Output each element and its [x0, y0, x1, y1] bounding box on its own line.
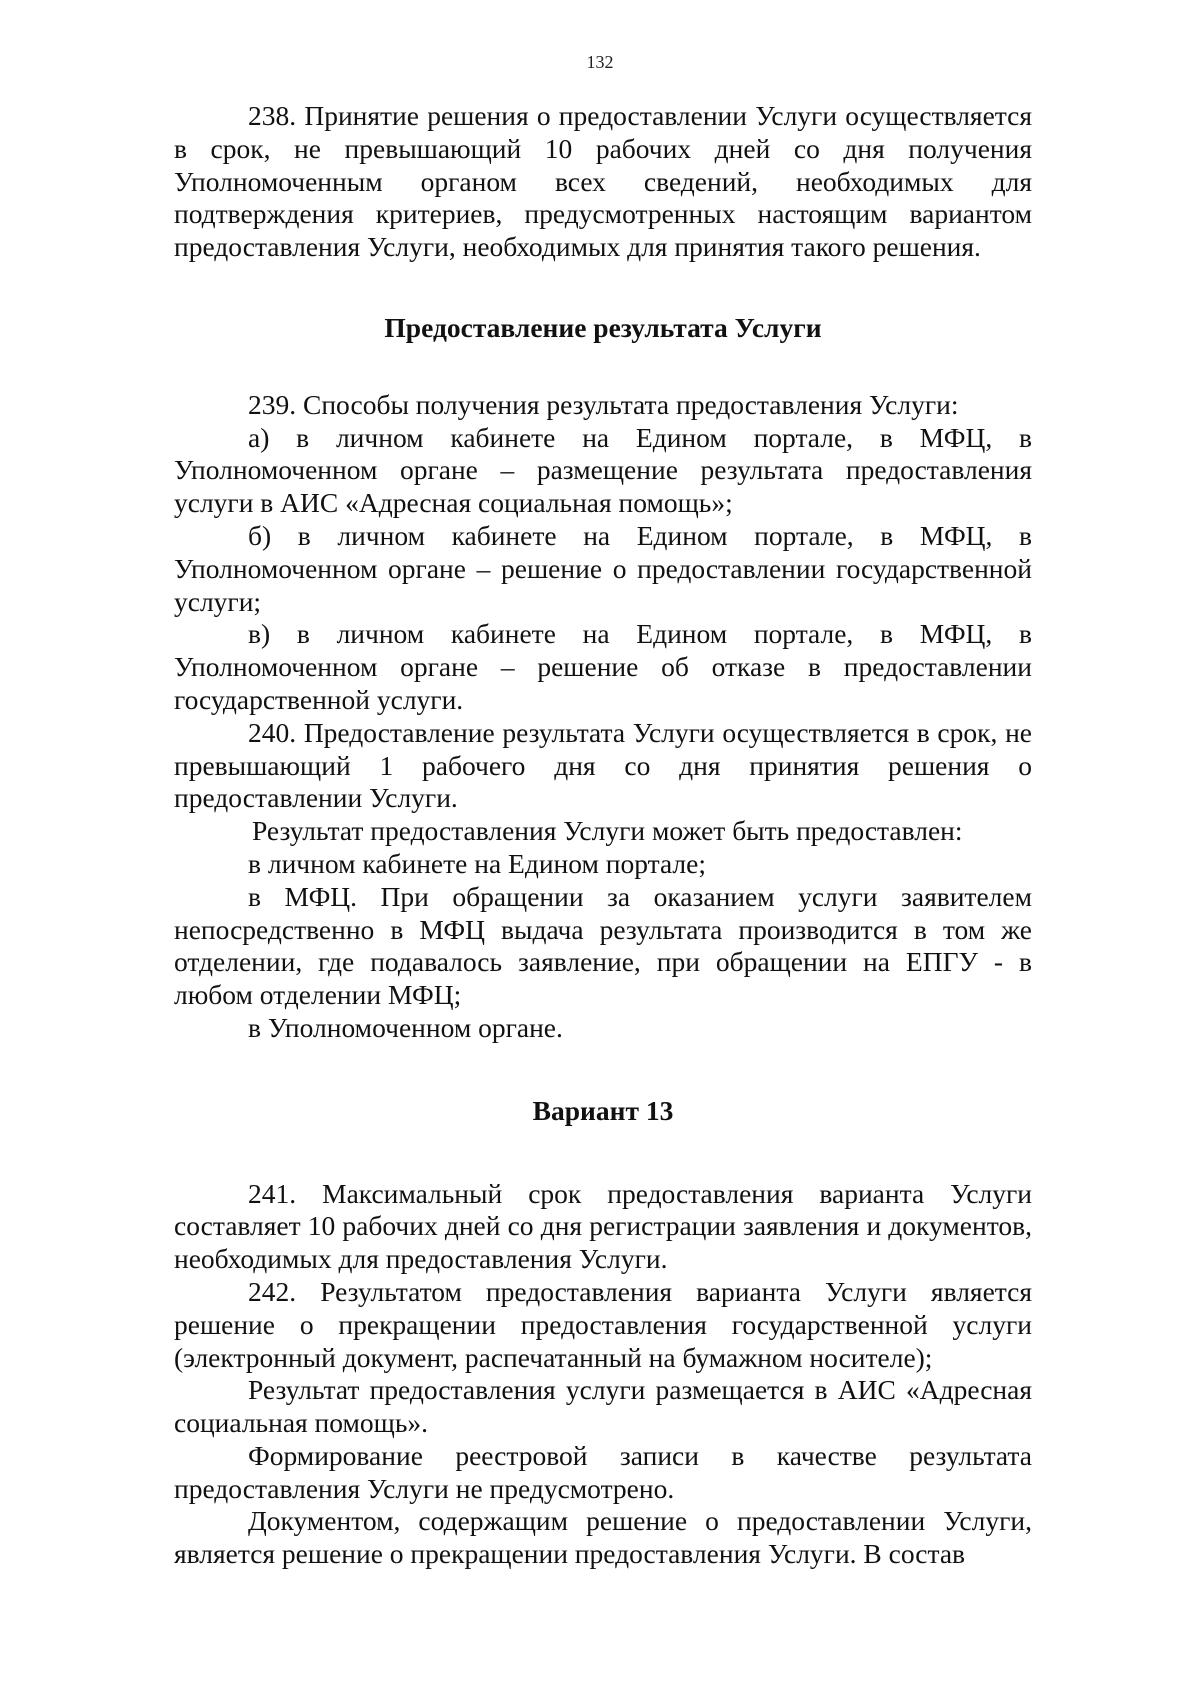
paragraph-240-mfc: в МФЦ. При обращении за оказанием услуги заявителем непосредственно в МФЦ выдача результата производится в том же отделении, где подавалось заявление, при обращении на ЕПГУ - в любом отделении МФЦ; — [174, 880, 1032, 1011]
paragraph-240-authorized-body: в Уполномоченном органе. — [248, 1011, 563, 1043]
paragraph-242-ais: Результат предоставления услуги размещается в АИС «Адресная социальная помощь». — [174, 1374, 1032, 1439]
document-body — [174, 100, 1032, 1571]
paragraph-241: 241. Максимальный срок предоставления варианта Услуги составляет 10 рабочих дней со дня регистрации заявления и документов, необходимых для предоставления Услуги. — [174, 1177, 1032, 1275]
heading-variant-13: Вариант 13 — [532, 1094, 674, 1126]
paragraph-240: 240. Предоставление результата Услуги осуществляется в срок, не превышающий 1 рабочего дня со дня принятия решения о предоставлении Услуги. — [174, 716, 1032, 814]
paragraph-240-personal-account: в личном кабинете на Едином портале; — [248, 847, 706, 879]
paragraph-242-document: Документом, содержащим решение о предоставлении Услуги, является решение о прекращении предоставления Услуги. В состав — [174, 1505, 1032, 1570]
paragraph-239: 239. Способы получения результата предоставления Услуги: — [248, 388, 959, 420]
paragraph-242-registry: Формирование реестровой записи в качестве результата предоставления Услуги не предусмотрено. — [174, 1439, 1032, 1504]
paragraph-240-result: Результат предоставления Услуги может быть предоставлен: — [252, 815, 963, 847]
paragraph-239-b: б) в личном кабинете на Едином портале, в МФЦ, в Уполномоченном органе – решение о предоставлении государственной услуги; — [174, 519, 1032, 617]
paragraph-242: 242. Результатом предоставления варианта Услуги является решение о прекращении предоставления государственной услуги (электронный документ, распечатанный на бумажном носителе); — [174, 1275, 1032, 1373]
paragraph-239-a: а) в личном кабинете на Едином портале, в МФЦ, в Уполномоченном органе – размещение результата предоставления услуги в АИС «Адресная социальная помощь»; — [174, 421, 1032, 519]
page-number: 132 — [586, 52, 614, 72]
paragraph-238: 238. Принятие решения о предоставлении Услуги осуществляется в срок, не превышающий 10 рабочих дней со дня получения Уполномоченным органом всех сведений, необходимых для подтверждения критериев, предусмотренных настоящим вариантом предоставления Услуги, необходимых для принятия такого решения. — [174, 100, 1032, 263]
heading-result-provision: Предоставление результата Услуги — [384, 311, 822, 343]
paragraph-239-c: в) в личном кабинете на Едином портале, в МФЦ, в Уполномоченном органе – решение об отказе в предоставлении государственной услуги. — [174, 618, 1032, 715]
